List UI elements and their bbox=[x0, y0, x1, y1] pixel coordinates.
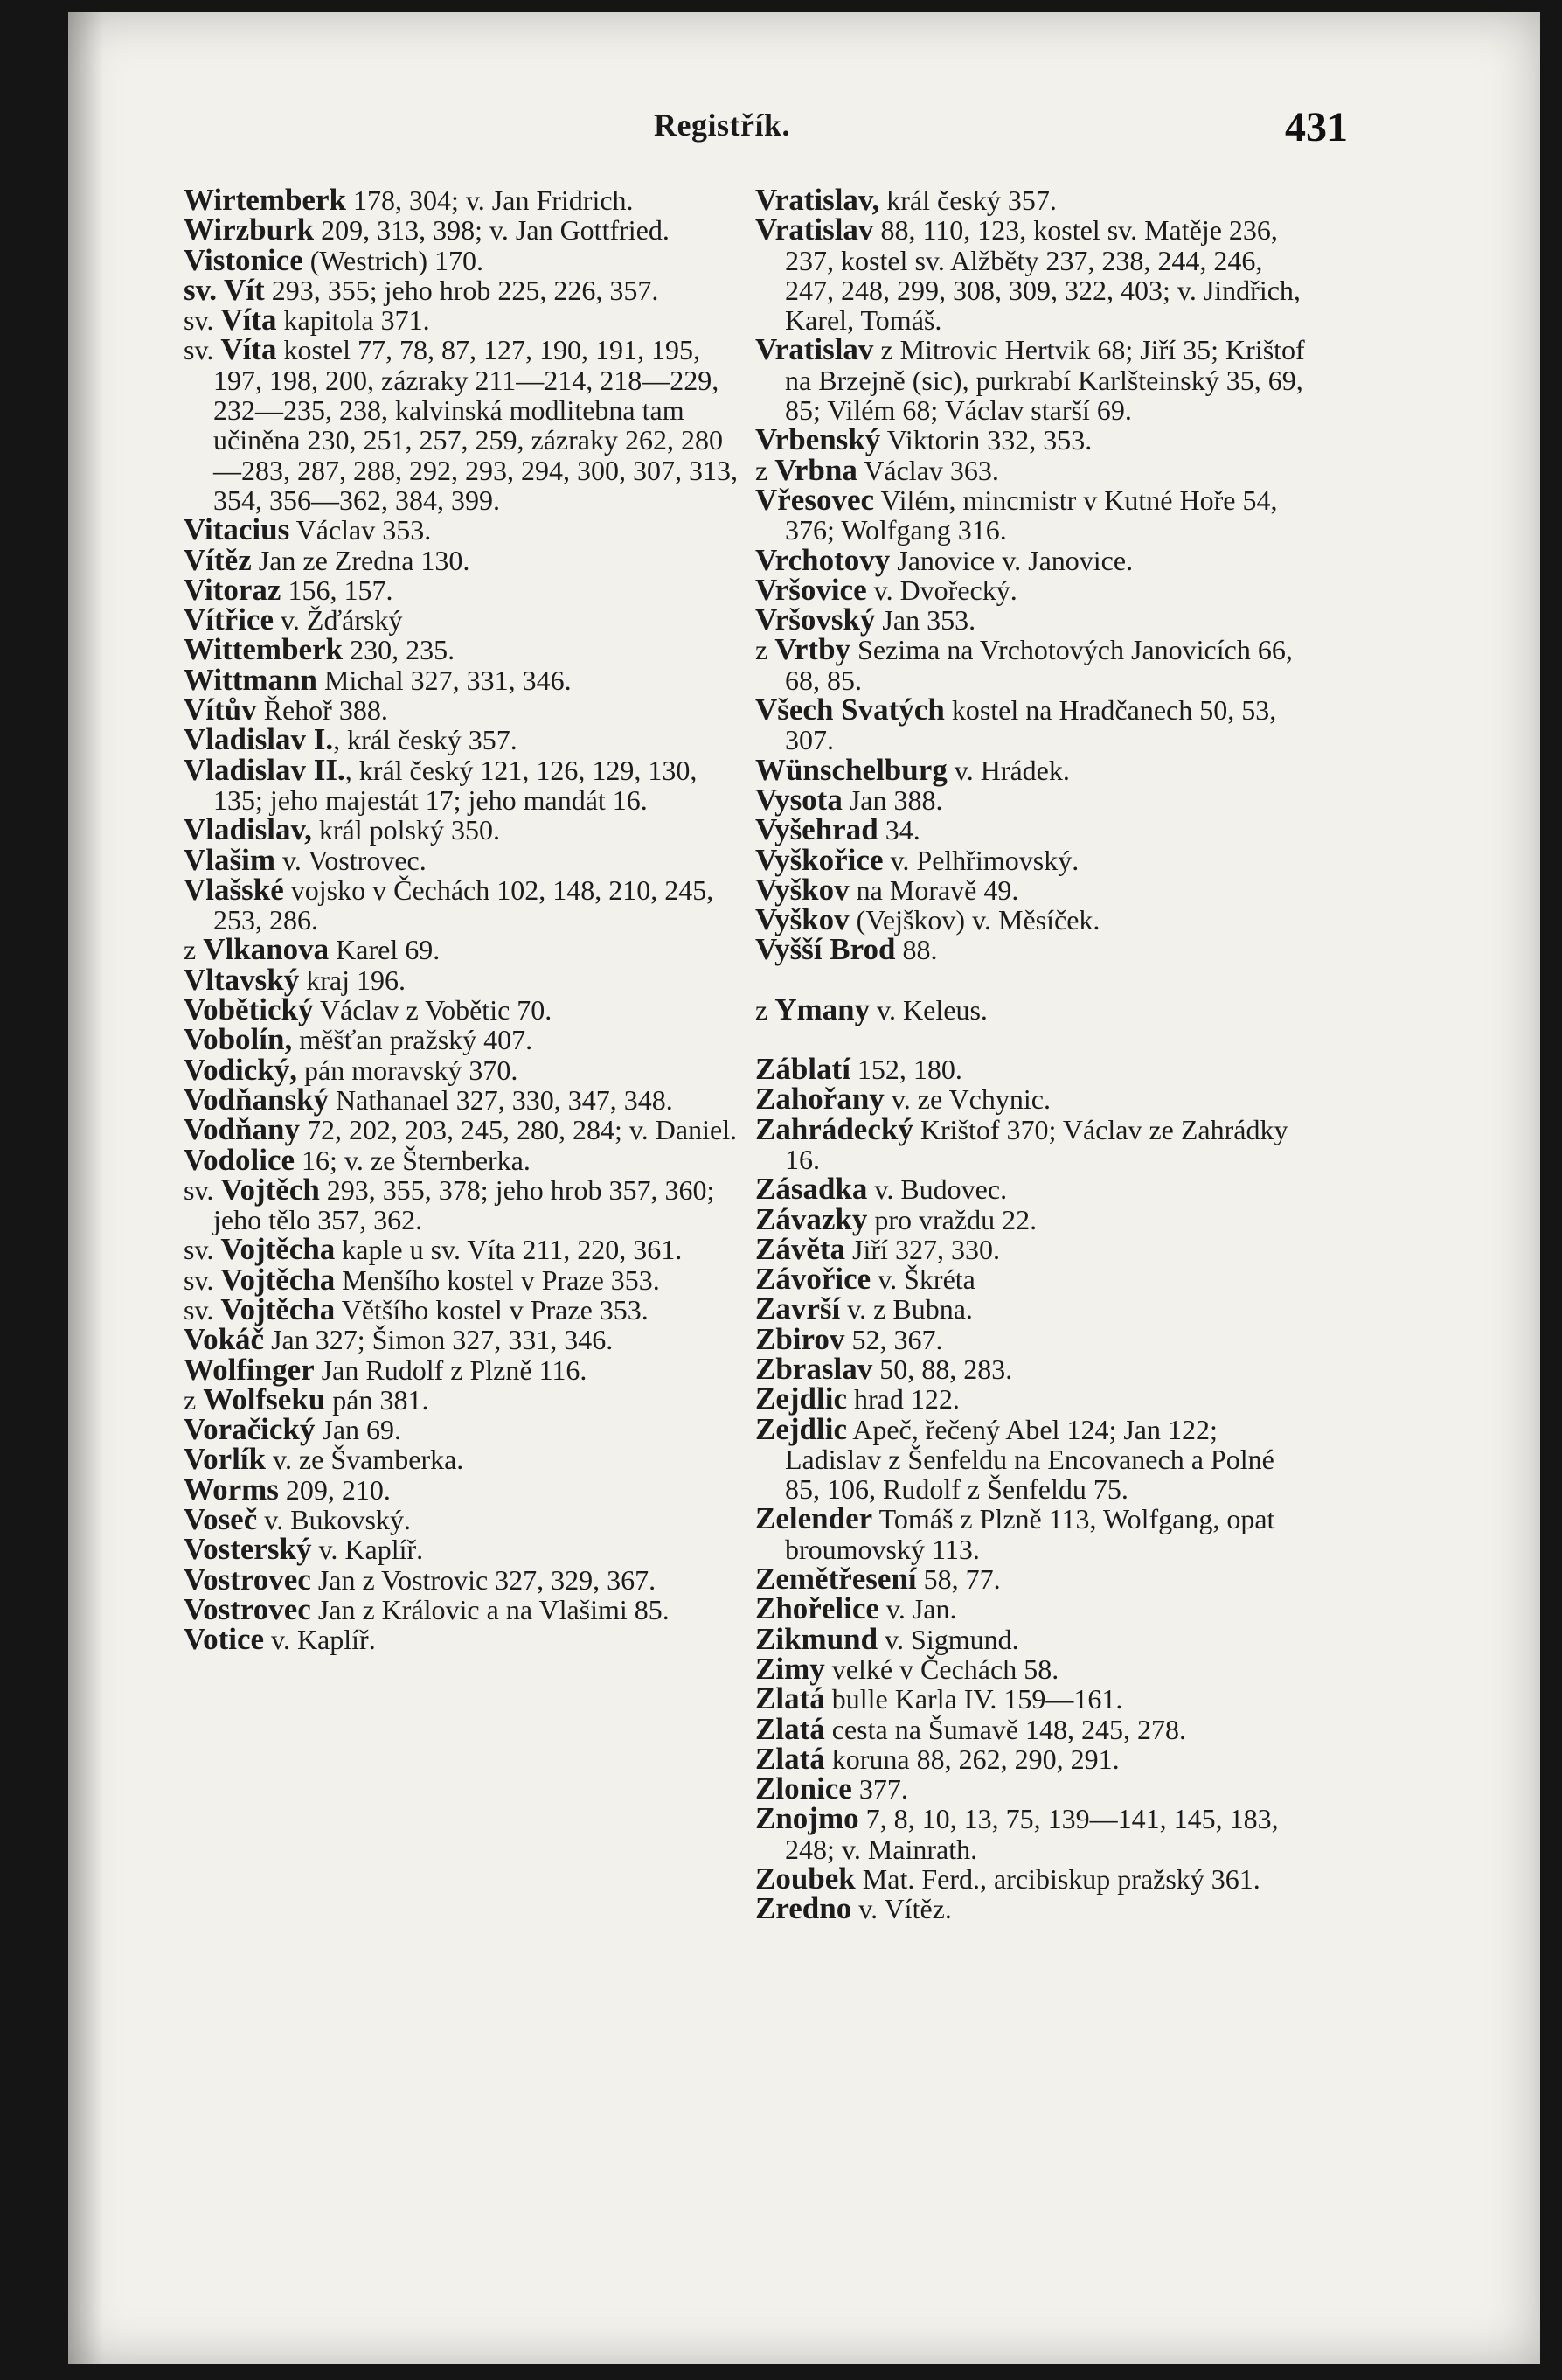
index-entry bbox=[755, 1681, 1315, 1716]
index-entry bbox=[184, 1232, 743, 1267]
entry-references: Jan 69. bbox=[315, 1414, 402, 1446]
entry-references: Michal 327, 331, 346. bbox=[317, 664, 572, 696]
entry-references: kaple u sv. Víta 211, 220, 361. bbox=[335, 1234, 683, 1266]
index-entry bbox=[184, 303, 743, 338]
entry-references: vojsko v Čechách 102, 148, 210, 245, 253, 286. bbox=[213, 873, 714, 936]
index-entry bbox=[755, 842, 1315, 877]
entry-references: Jan ze Zredna 130. bbox=[251, 544, 470, 576]
entry-headword: Wirtemberk bbox=[184, 183, 346, 217]
entry-references: na Moravě 49. bbox=[849, 873, 1019, 906]
index-entry bbox=[184, 752, 743, 816]
entry-headword: Záblatí bbox=[755, 1052, 850, 1087]
entry-headword: Vojtěch bbox=[220, 1172, 320, 1207]
entry-headword: Završí bbox=[755, 1291, 841, 1326]
entry-references: v. Keleus. bbox=[870, 993, 988, 1026]
index-entry bbox=[755, 992, 1315, 1026]
entry-prefix: sv. bbox=[184, 334, 221, 366]
index-entry bbox=[184, 1112, 743, 1147]
entry-references: kostel 77, 78, 87, 127, 190, 191, 195, 197, 198, 200, zázraky 211—214, 218—229, 232—235, 238, kalvinská modlitebna tam učiněna 230, 251, 257, 259, zázraky 262, 280—283, 287, 288, 292, 293, 294, 300, 307, 313, 354, 356—362, 384, 399. bbox=[213, 334, 738, 516]
entry-headword: sv. Vít bbox=[184, 272, 265, 307]
entry-references: měšťan pražský 407. bbox=[292, 1024, 533, 1056]
index-entry bbox=[184, 1591, 743, 1626]
entry-references: Janovice v. Janovice. bbox=[890, 544, 1134, 576]
entry-headword: Zemětřesení bbox=[755, 1562, 917, 1597]
index-entry bbox=[755, 572, 1315, 607]
index-entry bbox=[184, 272, 743, 307]
entry-headword: Vodňanský bbox=[184, 1082, 330, 1117]
section-gap bbox=[755, 965, 1315, 995]
entry-references: bulle Karla IV. 159—161. bbox=[824, 1683, 1123, 1715]
entry-prefix: z bbox=[755, 634, 775, 666]
index-entry bbox=[184, 842, 743, 877]
index-entry bbox=[184, 1442, 743, 1477]
entry-references: v. Vostrovec. bbox=[275, 844, 427, 876]
index-entry bbox=[755, 902, 1315, 937]
entry-headword: Zelender bbox=[755, 1501, 873, 1536]
entry-headword: Vlkanova bbox=[203, 932, 330, 967]
index-entry bbox=[184, 185, 743, 215]
entry-references: 88. bbox=[895, 934, 938, 966]
entry-headword: Vrchotovy bbox=[755, 542, 891, 577]
entry-references: Jan 388. bbox=[842, 783, 943, 816]
entry-prefix: z bbox=[184, 934, 204, 966]
entry-headword: Vítův bbox=[184, 692, 257, 727]
index-entry bbox=[755, 1381, 1315, 1416]
entry-headword: Vršovský bbox=[755, 602, 876, 637]
entry-references: 50, 88, 283. bbox=[872, 1353, 1013, 1385]
entry-headword: Zikmund bbox=[755, 1621, 878, 1656]
index-entry bbox=[755, 872, 1315, 907]
entry-references: král český 357. bbox=[879, 184, 1057, 216]
entry-references: pán 381. bbox=[325, 1383, 429, 1416]
entry-headword: Vratislav bbox=[755, 332, 874, 367]
index-entry bbox=[184, 692, 743, 727]
index-entry bbox=[755, 752, 1315, 787]
entry-headword: Zlatá bbox=[755, 1711, 825, 1746]
entry-headword: Vlašim bbox=[184, 842, 275, 877]
entry-prefix: sv. bbox=[184, 1173, 221, 1206]
entry-references: v. Sigmund. bbox=[878, 1623, 1019, 1655]
index-entry bbox=[755, 1891, 1315, 1926]
entry-headword: Vratislav, bbox=[755, 183, 880, 217]
entry-references: , král český 357. bbox=[333, 724, 517, 756]
entry-references: koruna 88, 262, 290, 291. bbox=[824, 1743, 1120, 1775]
index-entry bbox=[184, 1082, 743, 1117]
index-entry bbox=[184, 1352, 743, 1387]
entry-references: v. Bukovský. bbox=[257, 1504, 411, 1536]
entry-references: Apeč, řečený Abel 124; Jan 122; Ladislav z Šenfeldu na Encovanech a Polné 85, 106, Rudolf z Šenfeldu 75. bbox=[785, 1413, 1274, 1506]
entry-references: v. Pelhřimovský. bbox=[883, 844, 1080, 876]
index-entry bbox=[755, 1262, 1315, 1297]
entry-references: Vilém, mincmistr v Kutné Hoře 54, 376; Wolfgang 316. bbox=[785, 484, 1278, 546]
index-entry bbox=[184, 1472, 743, 1507]
entry-headword: Vobolín, bbox=[184, 1022, 293, 1057]
entry-references: Viktorin 332, 353. bbox=[880, 424, 1093, 456]
entry-headword: Vršovice bbox=[755, 572, 867, 607]
entry-headword: Víta bbox=[220, 332, 277, 367]
entry-headword: Vladislav I. bbox=[184, 722, 334, 757]
index-entry bbox=[755, 1321, 1315, 1356]
entry-headword: Vltavský bbox=[184, 962, 300, 997]
entry-headword: Zoubek bbox=[755, 1862, 856, 1896]
entry-headword: Zbirov bbox=[755, 1321, 845, 1356]
entry-references: v. Vítěz. bbox=[851, 1893, 952, 1925]
entry-references: Jan 327; Šimon 327, 331, 346. bbox=[264, 1324, 614, 1356]
entry-headword: Vitacius bbox=[184, 512, 290, 547]
index-entry bbox=[755, 1111, 1315, 1175]
entry-headword: Vitoraz bbox=[184, 572, 281, 607]
entry-headword: Vistonice bbox=[184, 242, 303, 277]
entry-references: v. ze Vchynic. bbox=[884, 1083, 1051, 1116]
entry-headword: Závěta bbox=[755, 1231, 846, 1266]
entry-references: Sezima na Vrchotových Janovicích 66, 68, 85. bbox=[785, 634, 1293, 696]
entry-headword: Wittemberk bbox=[184, 632, 344, 667]
entry-references: (Vejškov) v. Měsíček. bbox=[849, 904, 1100, 936]
index-entry bbox=[184, 572, 743, 607]
entry-references: v. Budovec. bbox=[867, 1173, 1008, 1206]
entry-headword: Votice bbox=[184, 1622, 265, 1657]
entry-headword: Závazky bbox=[755, 1201, 868, 1236]
entry-headword: Vokáč bbox=[184, 1322, 265, 1357]
entry-headword: Zhořelice bbox=[755, 1591, 879, 1626]
index-entry bbox=[184, 932, 743, 967]
entry-references: v. z Bubna. bbox=[840, 1293, 973, 1326]
entry-references: hrad 122. bbox=[846, 1383, 960, 1416]
entry-headword: Wirzburk bbox=[184, 212, 315, 247]
index-entry bbox=[755, 1864, 1315, 1894]
entry-prefix: sv. bbox=[184, 1293, 221, 1326]
entry-headword: Vojtěcha bbox=[220, 1262, 336, 1297]
entry-references: velké v Čechách 58. bbox=[824, 1653, 1059, 1685]
index-entry bbox=[755, 422, 1315, 457]
index-entry bbox=[184, 1052, 743, 1087]
entry-references: 58, 77. bbox=[916, 1563, 1001, 1596]
index-entry bbox=[755, 1291, 1315, 1326]
index-entry bbox=[755, 1082, 1315, 1117]
index-entry bbox=[755, 1651, 1315, 1686]
entry-prefix: z bbox=[184, 1383, 204, 1416]
entry-references: 152, 180. bbox=[850, 1054, 962, 1086]
index-entry bbox=[184, 1142, 743, 1177]
entry-references: 72, 202, 203, 245, 280, 284; v. Daniel. bbox=[299, 1114, 738, 1146]
entry-headword: Vrbenský bbox=[755, 422, 881, 457]
entry-headword: Vlašské bbox=[184, 872, 284, 907]
index-entry bbox=[184, 512, 743, 547]
entry-headword: Vyšší Brod bbox=[755, 932, 896, 967]
index-entry bbox=[184, 872, 743, 936]
entry-references: 293, 355, 378; jeho hrob 357, 360; jeho tělo 357, 362. bbox=[213, 1173, 715, 1236]
entry-references: z Mitrovic Hertvik 68; Jiří 35; Krištof na Brzejně (sic), purkrabí Karlšteinský 35, 69, 85; Vilém 68; Václav starší 69. bbox=[785, 334, 1305, 427]
entry-references: Menšího kostel v Praze 353. bbox=[335, 1263, 660, 1296]
index-entry bbox=[184, 962, 743, 997]
index-entry bbox=[184, 1502, 743, 1537]
entry-prefix: sv. bbox=[184, 1234, 221, 1266]
entry-headword: Vorlík bbox=[184, 1442, 267, 1477]
index-entry bbox=[184, 1022, 743, 1057]
index-entry bbox=[184, 332, 743, 516]
entry-references: Jan Rudolf z Plzně 116. bbox=[314, 1354, 587, 1386]
entry-references: Václav 353. bbox=[289, 514, 432, 546]
entry-headword: Vojtěcha bbox=[220, 1232, 336, 1267]
running-title: Registřík. bbox=[654, 108, 790, 143]
entry-headword: Zlatá bbox=[755, 1681, 825, 1716]
entry-references: v. Škréta bbox=[871, 1263, 975, 1296]
entry-references: 178, 304; v. Jan Fridrich. bbox=[345, 184, 634, 216]
index-entry bbox=[184, 1622, 743, 1657]
entry-headword: Vostrovec bbox=[184, 1562, 311, 1597]
entry-headword: Zbraslav bbox=[755, 1351, 873, 1386]
entry-headword: Vostrovec bbox=[184, 1591, 311, 1626]
page-number: 431 bbox=[1285, 104, 1348, 150]
index-entry bbox=[755, 1172, 1315, 1207]
entry-references: Jan z Královic a na Vlašimi 85. bbox=[310, 1593, 670, 1625]
entry-headword: Vodický, bbox=[184, 1052, 298, 1087]
entry-references: pro vraždu 22. bbox=[867, 1203, 1038, 1235]
index-entry bbox=[184, 812, 743, 847]
entry-references: v. Kaplíř. bbox=[311, 1534, 424, 1566]
entry-headword: Víta bbox=[220, 303, 277, 338]
entry-references: Tomáš z Plzně 113, Wolfgang, opat broumovský 113. bbox=[785, 1503, 1275, 1565]
index-entry bbox=[184, 1381, 743, 1416]
index-column-right bbox=[755, 185, 1315, 1924]
entry-prefix: z bbox=[755, 993, 775, 1026]
entry-references: Jan 353. bbox=[875, 604, 976, 637]
index-entry bbox=[755, 1621, 1315, 1656]
entry-references: 7, 8, 10, 13, 75, 139—141, 145, 183, 248; v. Mainrath. bbox=[785, 1803, 1279, 1865]
index-entry bbox=[755, 1501, 1315, 1565]
index-entry bbox=[184, 1532, 743, 1567]
entry-references: Václav z Vobětic 70. bbox=[313, 994, 552, 1026]
index-entry bbox=[755, 452, 1315, 487]
index-entry bbox=[755, 542, 1315, 577]
index-entry bbox=[755, 812, 1315, 847]
index-entry bbox=[755, 1201, 1315, 1236]
book-page bbox=[68, 12, 1540, 2364]
index-entry bbox=[755, 185, 1315, 215]
entry-references: Karel 69. bbox=[329, 934, 441, 966]
entry-headword: Voseč bbox=[184, 1502, 258, 1537]
index-entry bbox=[184, 602, 743, 637]
entry-headword: Vysota bbox=[755, 782, 843, 817]
entry-references: Krištof 370; Václav ze Zahrádky 16. bbox=[785, 1113, 1288, 1175]
entry-references: 88, 110, 123, kostel sv. Matěje 236, 237, kostel sv. Alžběty 237, 238, 244, 246, 247, 248, 299, 308, 309, 322, 403; v. Jindřich, Karel, Tomáš. bbox=[785, 214, 1301, 337]
index-entry bbox=[184, 992, 743, 1027]
index-entry bbox=[755, 1562, 1315, 1597]
entry-references: cesta na Šumavě 148, 245, 278. bbox=[824, 1713, 1186, 1745]
index-entry bbox=[755, 482, 1315, 546]
index-entry bbox=[755, 1711, 1315, 1746]
index-entry bbox=[755, 692, 1315, 756]
index-entry bbox=[184, 1262, 743, 1297]
entry-references: 209, 313, 398; v. Jan Gottfried. bbox=[314, 214, 670, 247]
entry-references: 52, 367. bbox=[844, 1323, 943, 1355]
entry-headword: Vosterský bbox=[184, 1532, 312, 1567]
index-entry bbox=[184, 1291, 743, 1326]
entry-headword: Wünschelburg bbox=[755, 752, 948, 787]
entry-references: Mat. Ferd., arcibiskup pražský 361. bbox=[855, 1863, 1260, 1896]
entry-headword: Vojtěcha bbox=[220, 1291, 336, 1326]
entry-references: v. Hrádek. bbox=[947, 754, 1070, 786]
entry-references: Nathanael 327, 330, 347, 348. bbox=[329, 1083, 673, 1116]
index-entry bbox=[184, 632, 743, 667]
index-entry bbox=[755, 1741, 1315, 1776]
entry-references: 230, 235. bbox=[343, 634, 455, 666]
entry-headword: Vobětický bbox=[184, 992, 314, 1027]
entry-references: kapitola 371. bbox=[276, 304, 430, 337]
index-entry bbox=[755, 212, 1315, 337]
entry-headword: Wittmann bbox=[184, 662, 317, 697]
index-entry bbox=[755, 1591, 1315, 1626]
entry-prefix: sv. bbox=[184, 304, 221, 337]
entry-headword: Zejdlic bbox=[755, 1381, 847, 1416]
entry-references: Jiří 327, 330. bbox=[845, 1233, 1000, 1265]
index-entry bbox=[755, 332, 1315, 427]
index-entry bbox=[184, 212, 743, 247]
entry-headword: Zásadka bbox=[755, 1172, 868, 1207]
index-column-left bbox=[184, 185, 743, 1655]
entry-headword: Ymany bbox=[774, 992, 871, 1026]
entry-headword: Zimy bbox=[755, 1651, 825, 1686]
index-entry bbox=[755, 1231, 1315, 1266]
entry-references: v. Dvořecký. bbox=[866, 574, 1017, 606]
entry-headword: Vřesovec bbox=[755, 482, 875, 517]
entry-references: 209, 210. bbox=[278, 1473, 391, 1506]
entry-headword: Vyškořice bbox=[755, 842, 884, 877]
entry-references: král polský 350. bbox=[311, 814, 500, 846]
entry-references: Řehoř 388. bbox=[256, 694, 388, 727]
entry-references: (Westrich) 170. bbox=[302, 244, 483, 276]
index-entry bbox=[755, 1351, 1315, 1386]
entry-prefix: z bbox=[755, 454, 775, 486]
entry-headword: Vodňany bbox=[184, 1112, 300, 1147]
entry-headword: Zejdlic bbox=[755, 1411, 847, 1446]
index-entry bbox=[184, 1562, 743, 1597]
entry-references: 34. bbox=[878, 814, 920, 846]
entry-references: v. Žďárský bbox=[273, 604, 403, 637]
entry-headword: Zlonice bbox=[755, 1771, 852, 1806]
entry-references: v. Kaplíř. bbox=[264, 1624, 376, 1656]
entry-headword: Vrbna bbox=[774, 452, 857, 487]
entry-headword: Zahořany bbox=[755, 1082, 885, 1117]
entry-references: 377. bbox=[851, 1773, 908, 1806]
index-entry bbox=[184, 542, 743, 577]
entry-references: kraj 196. bbox=[299, 964, 406, 996]
entry-headword: Voračický bbox=[184, 1412, 316, 1447]
entry-headword: Všech Svatých bbox=[755, 692, 945, 727]
index-entry bbox=[184, 1322, 743, 1357]
entry-headword: Vodolice bbox=[184, 1142, 295, 1177]
entry-references: Jan z Vostrovic 327, 329, 367. bbox=[310, 1563, 656, 1596]
index-entry bbox=[755, 1052, 1315, 1087]
entry-references: pán moravský 370. bbox=[297, 1054, 518, 1086]
entry-references: Většího kostel v Praze 353. bbox=[335, 1293, 649, 1326]
entry-headword: Zlatá bbox=[755, 1741, 825, 1776]
entry-references: kostel na Hradčanech 50, 53, 307. bbox=[785, 694, 1277, 756]
entry-references: Václav 363. bbox=[857, 454, 999, 486]
index-entry bbox=[755, 1771, 1315, 1806]
entry-headword: Worms bbox=[184, 1472, 279, 1507]
entry-references: 156, 157. bbox=[281, 574, 393, 606]
entry-headword: Vyškov bbox=[755, 872, 850, 907]
entry-headword: Závořice bbox=[755, 1262, 871, 1297]
entry-headword: Vítěz bbox=[184, 542, 252, 577]
index-entry bbox=[184, 1412, 743, 1447]
entry-headword: Wolfseku bbox=[203, 1381, 326, 1416]
page-fold-shadow bbox=[68, 12, 103, 2364]
index-entry bbox=[755, 602, 1315, 637]
entry-references: v. Jan. bbox=[878, 1593, 957, 1625]
index-entry bbox=[755, 782, 1315, 817]
entry-headword: Vratislav bbox=[755, 212, 874, 247]
entry-headword: Vítřice bbox=[184, 602, 274, 637]
section-gap bbox=[755, 1025, 1315, 1054]
index-entry bbox=[184, 1172, 743, 1236]
entry-headword: Vladislav II. bbox=[184, 752, 345, 787]
entry-references: , král český 121, 126, 129, 130, 135; jeho majestát 17; jeho mandát 16. bbox=[213, 754, 698, 816]
entry-headword: Zahrádecký bbox=[755, 1111, 913, 1146]
index-entry bbox=[184, 722, 743, 757]
index-entry bbox=[755, 1411, 1315, 1506]
entry-references: v. ze Švamberka. bbox=[266, 1444, 464, 1476]
index-entry bbox=[755, 632, 1315, 696]
index-entry bbox=[755, 1801, 1315, 1865]
index-entry bbox=[184, 662, 743, 697]
index-entry bbox=[184, 242, 743, 277]
entry-headword: Vladislav, bbox=[184, 812, 312, 847]
entry-headword: Vyšehrad bbox=[755, 812, 878, 847]
entry-headword: Zredno bbox=[755, 1891, 852, 1926]
entry-headword: Znojmo bbox=[755, 1801, 859, 1836]
entry-prefix: sv. bbox=[184, 1263, 221, 1296]
entry-references: 16; v. ze Šternberka. bbox=[295, 1144, 531, 1176]
entry-references: 293, 355; jeho hrob 225, 226, 357. bbox=[264, 274, 659, 306]
entry-headword: Vyškov bbox=[755, 902, 850, 937]
index-entry bbox=[755, 932, 1315, 967]
entry-headword: Vrtby bbox=[774, 632, 851, 667]
entry-headword: Wolfinger bbox=[184, 1352, 315, 1387]
page-header bbox=[68, 104, 1540, 159]
